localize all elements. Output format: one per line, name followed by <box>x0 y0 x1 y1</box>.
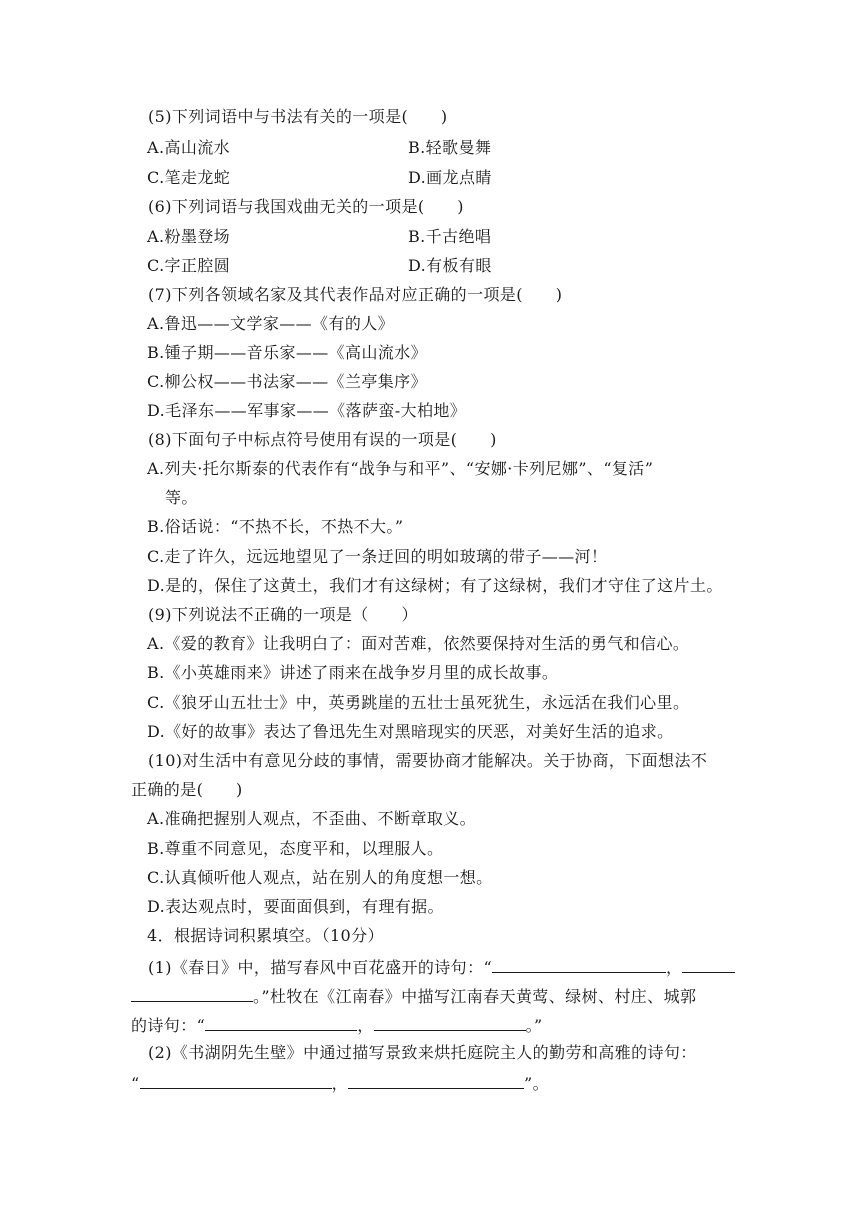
option-10d: D.表达观点时，要面面俱到，有理有据。 <box>147 897 444 916</box>
option-7d: D.毛泽东——军事家——《落萨蛮-大柏地》 <box>147 401 467 420</box>
answer-blank[interactable] <box>205 1013 357 1031</box>
question-10-stem: (10)对生活中有意见分歧的事情，需要协商才能解决。关于协商，下面想法不 <box>148 751 708 770</box>
option-6a: A.粉墨登场 <box>147 227 231 246</box>
fill-2-line1: (2)《书湖阴先生壁》中通过描写景致来烘托庭院主人的勤劳和高雅的诗句： <box>148 1043 697 1062</box>
option-8c: C.走了许久，远远地望见了一条迂回的明如玻璃的带子——河！ <box>147 547 608 566</box>
option-10a: A.准确把握别人观点，不歪曲、不断章取义。 <box>147 809 477 828</box>
question-9-stem: (9)下列说法不正确的一项是（ ） <box>148 605 418 624</box>
answer-blank[interactable] <box>131 984 253 1002</box>
option-9b: B.《小英雄雨来》讲述了雨来在战争岁月里的成长故事。 <box>147 663 559 682</box>
question-8-stem: (8)下面句子中标点符号使用有误的一项是( ) <box>148 430 497 449</box>
option-8a-continued: 等。 <box>165 488 198 507</box>
option-6c: C.字正腔圆 <box>147 256 231 275</box>
fill-1-line3: 的诗句：“ ， 。” <box>131 1013 543 1037</box>
option-9d: D.《好的故事》表达了鲁迅先生对黑暗现实的厌恶，对美好生活的追求。 <box>147 722 674 741</box>
option-9a: A.《爱的教育》让我明白了：面对苦难，依然要保持对生活的勇气和信心。 <box>147 634 690 653</box>
fill-2-line2: “ ， ”。 <box>131 1071 549 1095</box>
option-10c: C.认真倾听他人观点，站在别人的角度想一想。 <box>147 868 493 887</box>
answer-blank[interactable] <box>682 955 735 973</box>
option-8a: A.列夫·托尔斯泰的代表作有“战争与和平”、“安娜·卡列尼娜”、“复活” <box>147 459 654 478</box>
fill-1-line1: (1)《春日》中，描写春风中百花盛开的诗句：“ ， <box>148 955 735 979</box>
answer-blank[interactable] <box>374 1013 526 1031</box>
option-8b: B.俗话说：“不热不长，不热不大。” <box>147 517 404 536</box>
fill-1-line2: 。”杜牧在《江南春》中描写江南春天黄莺、绿树、村庄、城郭 <box>131 984 696 1008</box>
option-5d: D.画龙点睛 <box>408 168 492 187</box>
question-7-stem: (7)下列各领域名家及其代表作品对应正确的一项是( ) <box>148 285 563 304</box>
option-8d: D.是的，保住了这黄土，我们才有这绿树；有了这绿树，我们才守住了这片土。 <box>147 576 723 595</box>
answer-blank[interactable] <box>140 1071 332 1089</box>
question-5-stem: (5)下列词语中与书法有关的一项是( ) <box>148 107 448 126</box>
option-7b: B.锺子期——音乐家——《高山流水》 <box>147 343 428 362</box>
option-6d: D.有板有眼 <box>408 256 492 275</box>
option-5a: A.高山流水 <box>147 138 231 157</box>
option-7c: C.柳公权——书法家——《兰亭集序》 <box>147 372 427 391</box>
question-10-stem-continued: 正确的是( ) <box>131 780 243 799</box>
option-9c: C.《狼牙山五壮士》中，英勇跳崖的五壮士虽死犹生，永远活在我们心里。 <box>147 693 690 712</box>
answer-blank[interactable] <box>492 955 666 973</box>
section-4-heading: 4．根据诗词积累填空。（10分） <box>147 926 384 945</box>
option-7a: A.鲁迅——文学家——《有的人》 <box>147 314 395 333</box>
option-5c: C.笔走龙蛇 <box>147 168 231 187</box>
option-10b: B.尊重不同意见，态度平和，以理服人。 <box>147 839 444 858</box>
question-6-stem: (6)下列词语与我国戏曲无关的一项是( ) <box>148 197 464 216</box>
answer-blank[interactable] <box>348 1071 524 1089</box>
option-5b: B.轻歌曼舞 <box>408 138 492 157</box>
option-6b: B.千古绝唱 <box>408 227 492 246</box>
